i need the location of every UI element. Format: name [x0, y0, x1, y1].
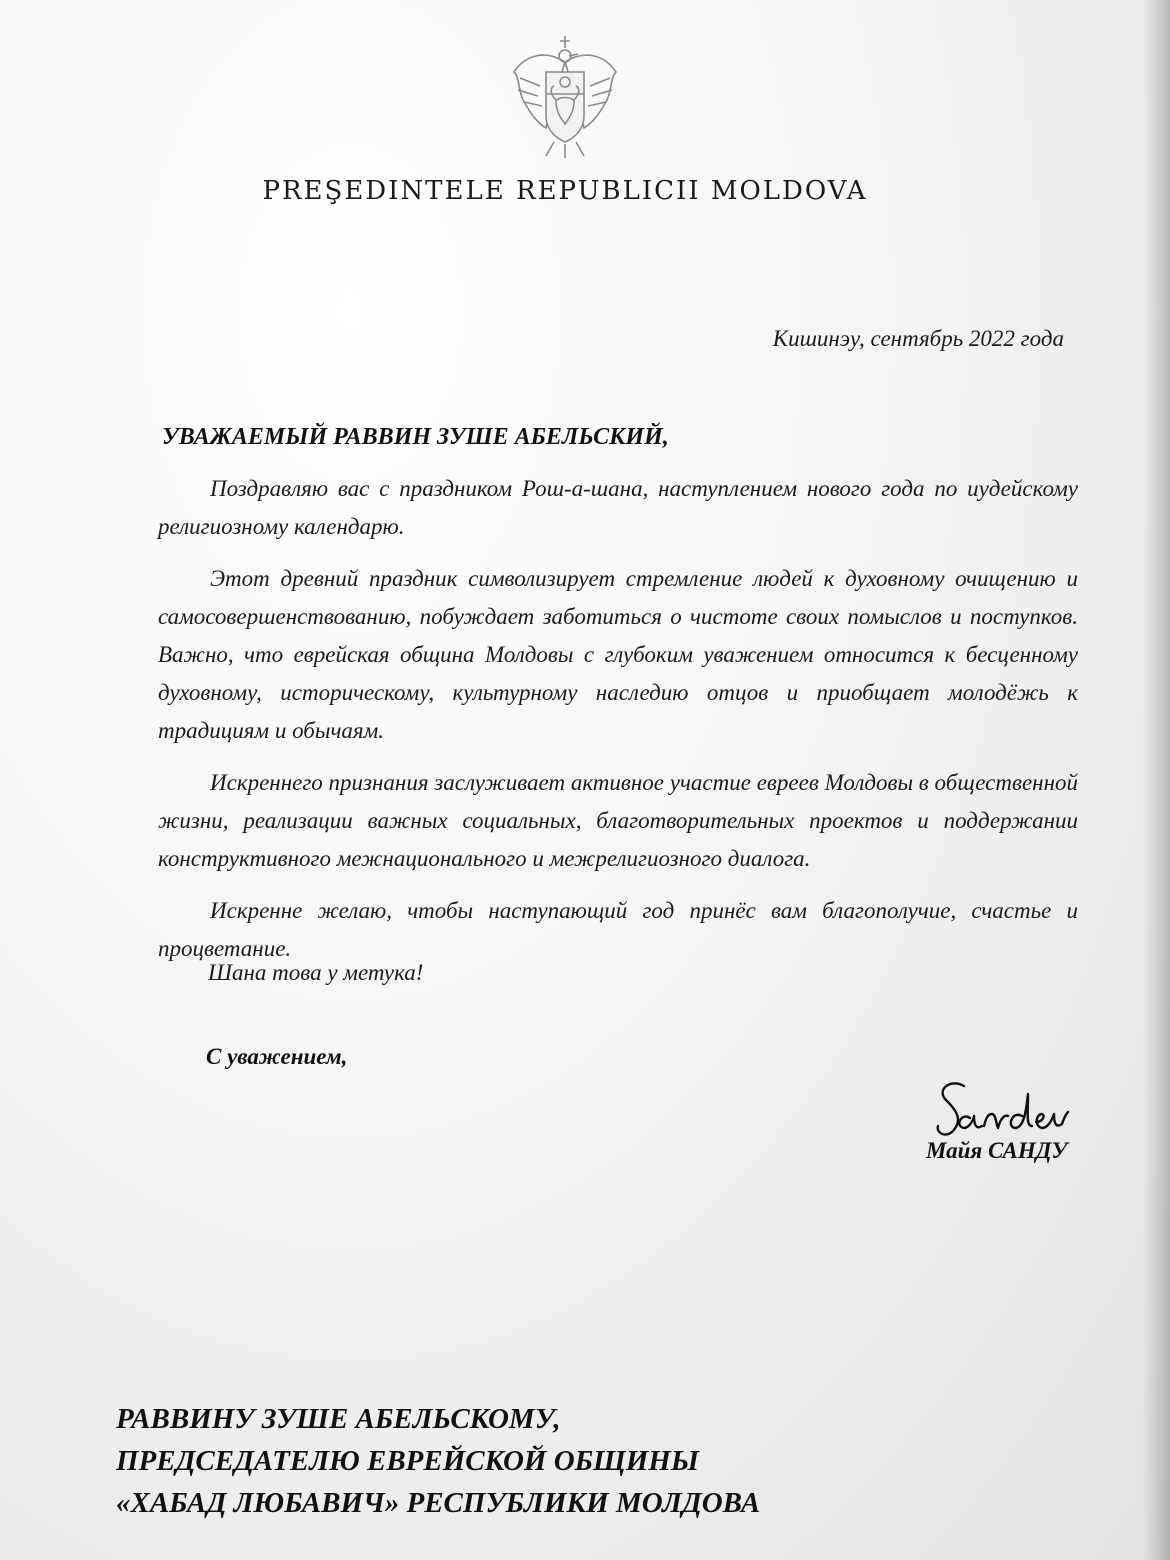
signer-name: Майя САНДУ [926, 1138, 1068, 1163]
letterhead-title: PREŞEDINTELE REPUBLICII MOLDOVA [262, 176, 868, 206]
body-paragraph: Искренне желаю, чтобы наступающий год принёс вам благополучие, счастье и процветание. [158, 898, 1078, 961]
date-line: Кишинэу, сентябрь 2022 года [772, 326, 1064, 351]
addressee-line: ПРЕДСЕДАТЕЛЮ ЕВРЕЙСКОЙ ОБЩИНЫ [116, 1445, 699, 1477]
page-edge-shadow [1142, 0, 1170, 1560]
letter-body [158, 470, 1078, 982]
body-paragraph: Поздравляю вас с праздником Рош-а-шана, наступлением нового года по иудейскому религиозному календарю. [158, 476, 1078, 539]
addressee-line: «ХАБАД ЛЮБАВИЧ» РЕСПУБЛИКИ МОЛДОВА [116, 1487, 761, 1519]
moldova-coat-of-arms-icon [506, 32, 624, 162]
body-paragraph: Искреннего признания заслуживает активное участие евреев Молдовы в общественной жизни, реализации важных социальных, благотворительных проектов и поддержании конструктивного межнационального и межрелигиозного диалога. [158, 770, 1078, 871]
regards-line: С уважением, [206, 1044, 348, 1069]
handwritten-signature-icon [930, 1068, 1110, 1148]
salutation: УВАЖАЕМЫЙ РАВВИН ЗУШЕ АБЕЛЬСКИЙ, [162, 424, 669, 450]
body-paragraph: Этот древний праздник символизирует стремление людей к духовному очищению и самосовершенствованию, побуждает заботиться о чистоте своих помыслов и поступков. Важно, что еврейская община Молдовы с глубоким уважением относится к бесценному духовному, историческому, культурному наследию отцов и приобщает молодёжь к традициям и обычаям. [158, 566, 1078, 743]
addressee-line: РАВВИНУ ЗУШЕ АБЕЛЬСКОМУ, [116, 1403, 561, 1435]
closing-greeting: Шана това у метука! [208, 960, 424, 985]
addressee-block [116, 1398, 760, 1524]
